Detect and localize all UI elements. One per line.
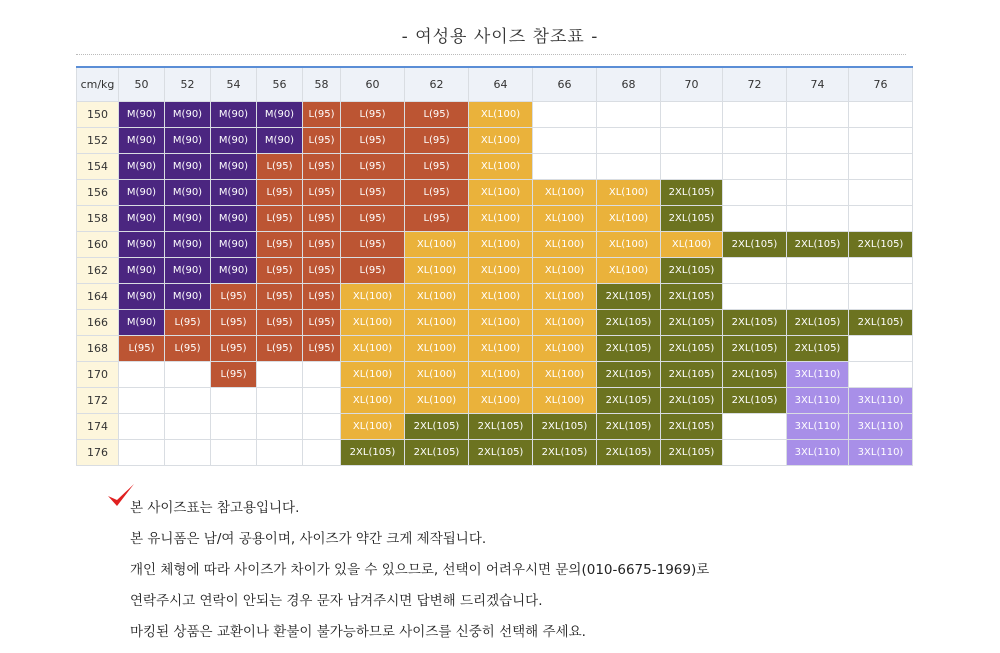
- size-cell: L(95): [303, 206, 341, 232]
- size-cell: 2XL(105): [597, 336, 661, 362]
- size-cell: M(90): [211, 154, 257, 180]
- size-cell: L(95): [303, 154, 341, 180]
- empty-cell: [723, 154, 787, 180]
- empty-cell: [723, 284, 787, 310]
- size-cell: L(95): [119, 336, 165, 362]
- size-cell: XL(100): [469, 180, 533, 206]
- empty-cell: [723, 206, 787, 232]
- empty-cell: [723, 414, 787, 440]
- size-cell: XL(100): [341, 310, 405, 336]
- table-row: [77, 128, 913, 154]
- size-cell: L(95): [341, 232, 405, 258]
- size-cell: XL(100): [405, 232, 469, 258]
- size-cell: M(90): [165, 128, 211, 154]
- table-row: [77, 388, 913, 414]
- weight-header: 62: [405, 67, 469, 102]
- size-cell: M(90): [165, 206, 211, 232]
- size-cell: L(95): [405, 102, 469, 128]
- size-cell: XL(100): [533, 284, 597, 310]
- empty-cell: [723, 102, 787, 128]
- empty-cell: [119, 440, 165, 466]
- empty-cell: [849, 362, 913, 388]
- empty-cell: [165, 414, 211, 440]
- size-cell: L(95): [303, 284, 341, 310]
- note-line: 본 사이즈표는 참고용입니다.: [130, 500, 300, 516]
- size-cell: L(95): [303, 102, 341, 128]
- size-cell: 2XL(105): [405, 440, 469, 466]
- empty-cell: [723, 258, 787, 284]
- weight-header: 68: [597, 67, 661, 102]
- empty-cell: [303, 440, 341, 466]
- size-cell: M(90): [119, 232, 165, 258]
- empty-cell: [849, 258, 913, 284]
- empty-cell: [723, 440, 787, 466]
- empty-cell: [597, 102, 661, 128]
- height-label: 158: [77, 206, 119, 232]
- size-cell: XL(100): [533, 180, 597, 206]
- size-cell: XL(100): [469, 388, 533, 414]
- table-body: [77, 102, 913, 466]
- size-cell: M(90): [211, 258, 257, 284]
- empty-cell: [165, 362, 211, 388]
- table-row: [77, 284, 913, 310]
- table-row: [77, 232, 913, 258]
- size-cell: M(90): [119, 206, 165, 232]
- empty-cell: [303, 414, 341, 440]
- size-cell: L(95): [405, 180, 469, 206]
- height-label: 162: [77, 258, 119, 284]
- weight-header: 70: [661, 67, 723, 102]
- empty-cell: [597, 128, 661, 154]
- size-cell: L(95): [405, 154, 469, 180]
- size-cell: XL(100): [533, 258, 597, 284]
- size-cell: 2XL(105): [723, 310, 787, 336]
- size-cell: XL(100): [341, 362, 405, 388]
- size-cell: M(90): [119, 154, 165, 180]
- size-cell: XL(100): [405, 388, 469, 414]
- size-cell: L(95): [211, 362, 257, 388]
- empty-cell: [849, 154, 913, 180]
- size-cell: XL(100): [405, 284, 469, 310]
- size-cell: 2XL(105): [661, 310, 723, 336]
- size-cell: L(95): [405, 206, 469, 232]
- empty-cell: [787, 102, 849, 128]
- size-cell: XL(100): [469, 336, 533, 362]
- size-cell: XL(100): [469, 310, 533, 336]
- size-cell: L(95): [211, 310, 257, 336]
- size-cell: XL(100): [469, 128, 533, 154]
- size-cell: 2XL(105): [597, 440, 661, 466]
- size-cell: XL(100): [405, 362, 469, 388]
- empty-cell: [849, 284, 913, 310]
- size-cell: 2XL(105): [533, 414, 597, 440]
- size-cell: 2XL(105): [469, 414, 533, 440]
- size-cell: M(90): [165, 154, 211, 180]
- size-cell: L(95): [303, 336, 341, 362]
- weight-header: 52: [165, 67, 211, 102]
- size-cell: 3XL(110): [849, 414, 913, 440]
- size-cell: 2XL(105): [787, 232, 849, 258]
- empty-cell: [849, 128, 913, 154]
- size-cell: 2XL(105): [661, 414, 723, 440]
- size-cell: M(90): [165, 180, 211, 206]
- empty-cell: [787, 128, 849, 154]
- empty-cell: [723, 180, 787, 206]
- size-cell: L(95): [257, 336, 303, 362]
- empty-cell: [165, 388, 211, 414]
- corner-label: cm/kg: [77, 67, 119, 102]
- size-cell: M(90): [165, 284, 211, 310]
- size-cell: M(90): [165, 232, 211, 258]
- size-cell: XL(100): [469, 102, 533, 128]
- empty-cell: [257, 388, 303, 414]
- size-cell: L(95): [303, 128, 341, 154]
- weight-header: 60: [341, 67, 405, 102]
- size-cell: L(95): [341, 258, 405, 284]
- height-label: 172: [77, 388, 119, 414]
- size-cell: XL(100): [469, 206, 533, 232]
- empty-cell: [787, 180, 849, 206]
- weight-header: 58: [303, 67, 341, 102]
- empty-cell: [211, 414, 257, 440]
- weight-header: 50: [119, 67, 165, 102]
- note-line: 마킹된 상품은 교환이나 환불이 불가능하므로 사이즈를 신중히 선택해 주세요.: [130, 624, 586, 640]
- size-cell: L(95): [341, 206, 405, 232]
- weight-header: 54: [211, 67, 257, 102]
- size-cell: XL(100): [661, 232, 723, 258]
- empty-cell: [787, 258, 849, 284]
- page-title: - 여성용 사이즈 참조표 -: [401, 27, 599, 47]
- size-cell: 2XL(105): [405, 414, 469, 440]
- size-cell: XL(100): [405, 258, 469, 284]
- size-cell: L(95): [165, 310, 211, 336]
- table-row: [77, 206, 913, 232]
- size-cell: 3XL(110): [787, 362, 849, 388]
- size-cell: 3XL(110): [787, 440, 849, 466]
- height-label: 160: [77, 232, 119, 258]
- empty-cell: [849, 336, 913, 362]
- size-cell: 2XL(105): [661, 362, 723, 388]
- size-cell: 3XL(110): [849, 388, 913, 414]
- empty-cell: [119, 388, 165, 414]
- height-label: 156: [77, 180, 119, 206]
- size-cell: XL(100): [341, 284, 405, 310]
- size-cell: M(90): [119, 102, 165, 128]
- size-cell: XL(100): [469, 154, 533, 180]
- size-cell: XL(100): [533, 206, 597, 232]
- size-cell: XL(100): [469, 362, 533, 388]
- weight-header: 74: [787, 67, 849, 102]
- size-cell: 2XL(105): [597, 414, 661, 440]
- size-cell: 2XL(105): [661, 336, 723, 362]
- table-row: [77, 258, 913, 284]
- empty-cell: [787, 284, 849, 310]
- size-cell: 2XL(105): [849, 310, 913, 336]
- header-row: [77, 67, 913, 102]
- height-label: 170: [77, 362, 119, 388]
- height-label: 166: [77, 310, 119, 336]
- empty-cell: [533, 128, 597, 154]
- size-cell: L(95): [257, 206, 303, 232]
- size-cell: 2XL(105): [661, 388, 723, 414]
- size-cell: L(95): [303, 258, 341, 284]
- size-cell: 2XL(105): [723, 336, 787, 362]
- size-cell: L(95): [303, 310, 341, 336]
- size-cell: L(95): [257, 310, 303, 336]
- height-label: 164: [77, 284, 119, 310]
- empty-cell: [257, 362, 303, 388]
- size-cell: L(95): [341, 154, 405, 180]
- empty-cell: [165, 440, 211, 466]
- note-line: 연락주시고 연락이 안되는 경우 문자 남겨주시면 답변해 드리겠습니다.: [130, 593, 543, 609]
- size-cell: M(90): [119, 310, 165, 336]
- size-cell: XL(100): [597, 232, 661, 258]
- height-label: 150: [77, 102, 119, 128]
- empty-cell: [533, 102, 597, 128]
- empty-cell: [211, 388, 257, 414]
- size-cell: M(90): [211, 232, 257, 258]
- empty-cell: [119, 362, 165, 388]
- empty-cell: [533, 154, 597, 180]
- empty-cell: [597, 154, 661, 180]
- size-cell: L(95): [257, 180, 303, 206]
- size-cell: 2XL(105): [597, 310, 661, 336]
- size-cell: L(95): [257, 154, 303, 180]
- table-row: [77, 310, 913, 336]
- size-cell: M(90): [211, 206, 257, 232]
- size-cell: M(90): [165, 258, 211, 284]
- size-cell: 3XL(110): [787, 388, 849, 414]
- height-label: 174: [77, 414, 119, 440]
- size-cell: M(90): [211, 128, 257, 154]
- size-cell: 2XL(105): [849, 232, 913, 258]
- weight-header: 76: [849, 67, 913, 102]
- size-cell: 2XL(105): [469, 440, 533, 466]
- size-cell: M(90): [119, 284, 165, 310]
- empty-cell: [849, 102, 913, 128]
- size-cell: M(90): [119, 180, 165, 206]
- table-row: [77, 440, 913, 466]
- weight-header: 64: [469, 67, 533, 102]
- size-cell: XL(100): [533, 388, 597, 414]
- height-label: 154: [77, 154, 119, 180]
- size-cell: XL(100): [597, 206, 661, 232]
- note-line: 개인 체형에 따라 사이즈가 차이가 있을 수 있으므로, 선택이 어려우시면 문의(010-6675-1969)로: [130, 562, 710, 578]
- table-row: [77, 362, 913, 388]
- size-cell: M(90): [257, 128, 303, 154]
- size-cell: M(90): [165, 102, 211, 128]
- empty-cell: [849, 180, 913, 206]
- size-cell: 2XL(105): [533, 440, 597, 466]
- size-cell: 2XL(105): [723, 362, 787, 388]
- size-cell: 2XL(105): [723, 388, 787, 414]
- size-cell: XL(100): [341, 414, 405, 440]
- table-row: [77, 154, 913, 180]
- size-cell: L(95): [211, 336, 257, 362]
- table-row: [77, 336, 913, 362]
- empty-cell: [787, 154, 849, 180]
- size-cell: 3XL(110): [849, 440, 913, 466]
- weight-header: 56: [257, 67, 303, 102]
- size-cell: XL(100): [405, 336, 469, 362]
- size-cell: 2XL(105): [661, 440, 723, 466]
- size-cell: XL(100): [405, 310, 469, 336]
- size-cell: 2XL(105): [661, 180, 723, 206]
- size-cell: M(90): [119, 258, 165, 284]
- height-label: 176: [77, 440, 119, 466]
- size-cell: 2XL(105): [661, 258, 723, 284]
- size-cell: L(95): [257, 258, 303, 284]
- empty-cell: [119, 414, 165, 440]
- empty-cell: [257, 440, 303, 466]
- table-row: [77, 102, 913, 128]
- size-cell: XL(100): [341, 336, 405, 362]
- size-cell: 2XL(105): [723, 232, 787, 258]
- empty-cell: [661, 154, 723, 180]
- size-cell: XL(100): [469, 258, 533, 284]
- size-cell: 2XL(105): [661, 206, 723, 232]
- size-cell: M(90): [211, 102, 257, 128]
- size-cell: L(95): [211, 284, 257, 310]
- size-cell: 2XL(105): [661, 284, 723, 310]
- size-cell: L(95): [165, 336, 211, 362]
- empty-cell: [787, 206, 849, 232]
- empty-cell: [211, 440, 257, 466]
- size-cell: L(95): [257, 232, 303, 258]
- height-label: 168: [77, 336, 119, 362]
- size-cell: 3XL(110): [787, 414, 849, 440]
- size-cell: L(95): [257, 284, 303, 310]
- size-cell: XL(100): [597, 258, 661, 284]
- size-cell: M(90): [211, 180, 257, 206]
- empty-cell: [849, 206, 913, 232]
- size-chart-table: [76, 66, 913, 466]
- height-label: 152: [77, 128, 119, 154]
- empty-cell: [723, 128, 787, 154]
- size-cell: XL(100): [597, 180, 661, 206]
- empty-cell: [661, 102, 723, 128]
- size-cell: L(95): [341, 180, 405, 206]
- size-cell: M(90): [257, 102, 303, 128]
- size-cell: 2XL(105): [597, 284, 661, 310]
- empty-cell: [303, 362, 341, 388]
- size-cell: L(95): [303, 232, 341, 258]
- empty-cell: [257, 414, 303, 440]
- size-cell: L(95): [341, 128, 405, 154]
- size-cell: M(90): [119, 128, 165, 154]
- size-cell: L(95): [303, 180, 341, 206]
- empty-cell: [661, 128, 723, 154]
- size-cell: 2XL(105): [597, 388, 661, 414]
- size-cell: 2XL(105): [597, 362, 661, 388]
- note-line: 본 유니폼은 남/여 공용이며, 사이즈가 약간 크게 제작됩니다.: [130, 531, 487, 547]
- size-cell: XL(100): [469, 232, 533, 258]
- size-cell: 2XL(105): [341, 440, 405, 466]
- size-cell: L(95): [341, 102, 405, 128]
- size-cell: 2XL(105): [787, 336, 849, 362]
- size-cell: XL(100): [533, 310, 597, 336]
- size-cell: XL(100): [533, 362, 597, 388]
- title-divider: [76, 54, 906, 55]
- table-row: [77, 180, 913, 206]
- size-cell: XL(100): [533, 336, 597, 362]
- table-row: [77, 414, 913, 440]
- weight-header: 72: [723, 67, 787, 102]
- size-cell: XL(100): [533, 232, 597, 258]
- size-cell: XL(100): [469, 284, 533, 310]
- size-cell: 2XL(105): [787, 310, 849, 336]
- size-cell: XL(100): [341, 388, 405, 414]
- weight-header: 66: [533, 67, 597, 102]
- size-cell: L(95): [405, 128, 469, 154]
- empty-cell: [303, 388, 341, 414]
